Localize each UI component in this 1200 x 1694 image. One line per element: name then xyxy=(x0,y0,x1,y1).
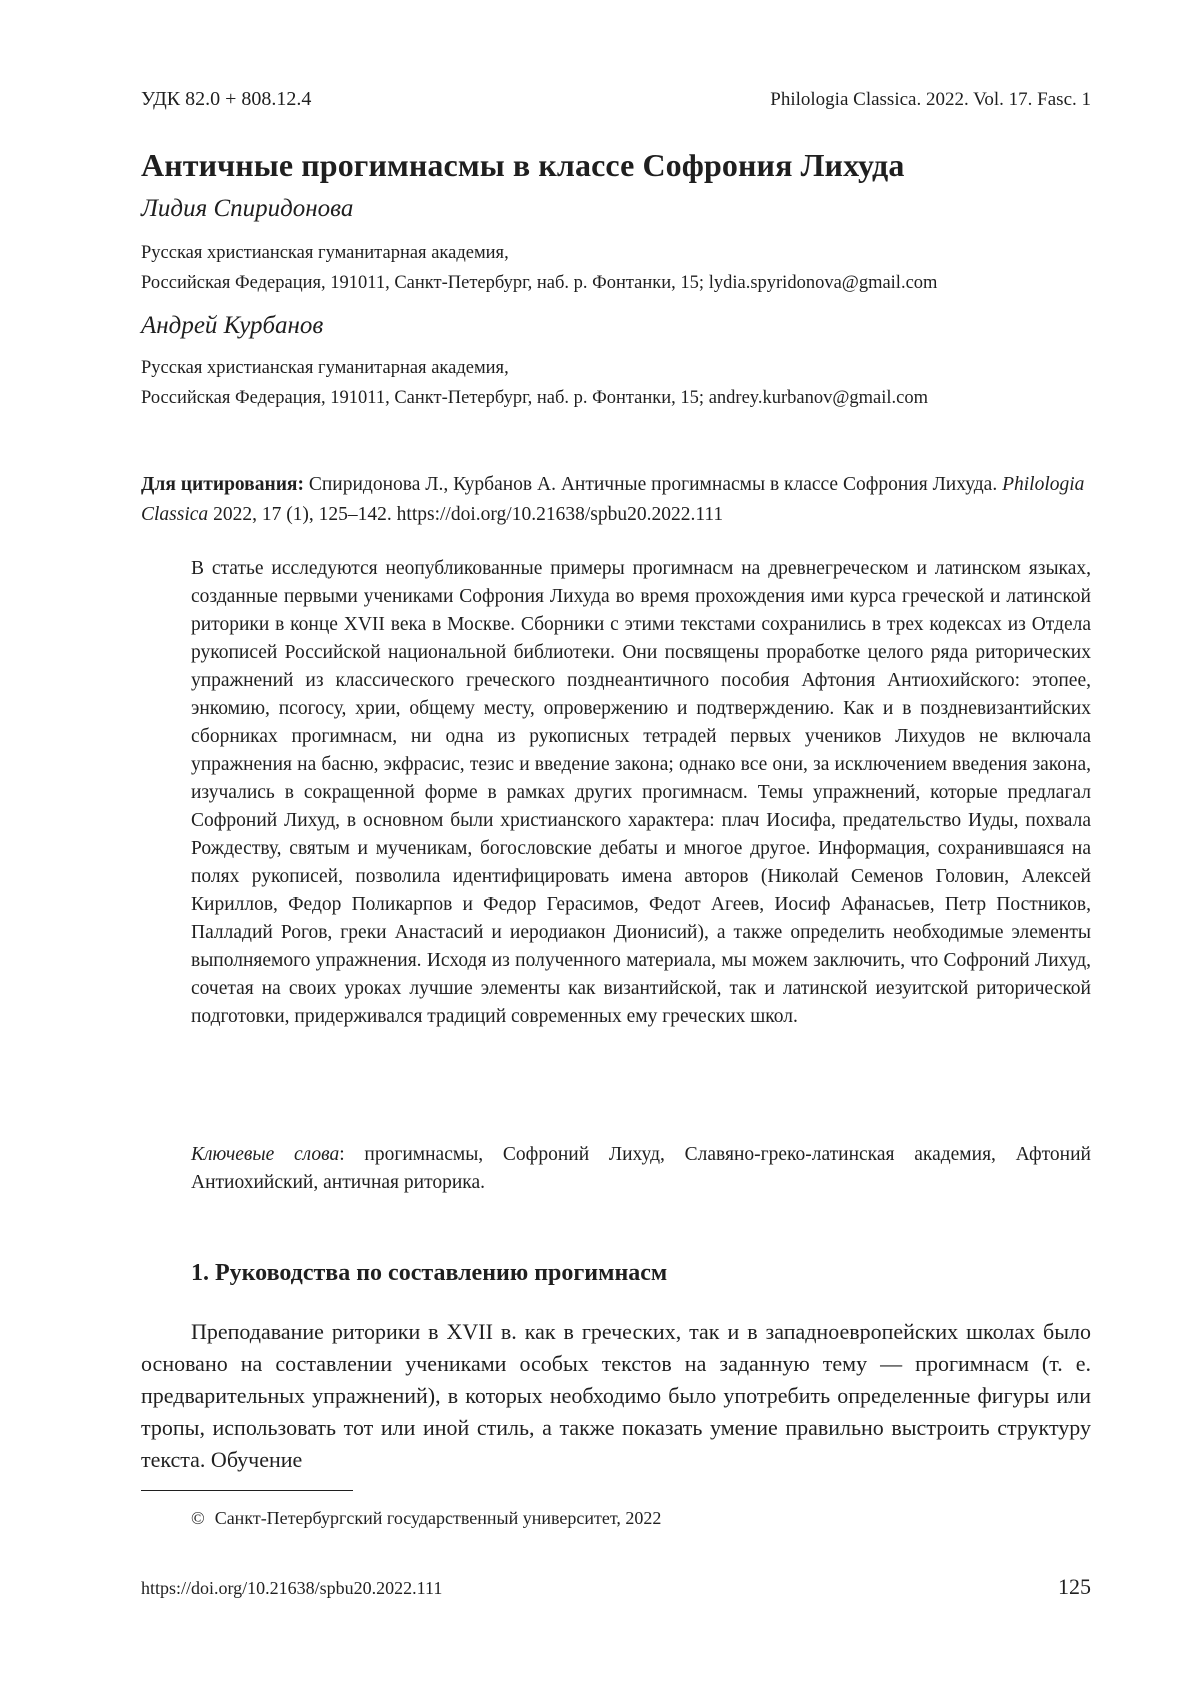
keywords-label: Ключевые слова xyxy=(191,1144,340,1165)
udc-code: УДК 82.0 + 808.12.4 xyxy=(141,88,312,110)
abstract: В статье исследуются неопубликованные примеры прогимнасм на древнегреческом и латинском языках, созданные первыми учениками Софрония Лихуда во время прохождения ими курса греческой и латинской риторики в конце XVII века в Москве. Сборники с этими текстами сохранились в трех кодексах из Отдела рукописей Российской национальной библиотеки. Они посвящены проработке целого ряда риторических упражнений из классического греческого позднеантичного пособия Афтония Антиохийского: этопее, энкомию, псогосу, хрии, общему месту, опровержению и подтверждению. Как и в поздневизантийских сборниках прогимнасм, ни одна из рукописных тетрадей первых учеников Лихудов не включала упражнения на басню, экфрасис, тезис и введение закона; однако все они, за исключением введения закона, изучались в сокращенной форме в рамках других прогимнасм. Темы упражнений, которые предлагал Софроний Лихуд, в основном были христианского характера: плач Иосифа, предательство Иуды, похвала Рождеству, святым и мученикам, богословские дебаты и многое другое. Информация, сохранившаяся на полях рукописей, позволила идентифицировать имена авторов (Николай Семенов Головин, Алексей Кириллов, Федор Поликарпов и Федор Герасимов, Федот Агеев, Иосиф Афанасьев, Петр Постников, Палладий Рогов, греки Анастасий и иеродиакон Дионисий), а также определить необходимые элементы выполняемого упражнения. Исходя из полученного материала, мы можем заключить, что Софроний Лихуд, сочетая на своих уроках лучшие элементы как византийской, так и латинской иезуитской риторической подготовки, придерживался традиций современных ему греческих школ. xyxy=(191,558,1091,1027)
citation-details: 2022, 17 (1), 125–142. https://doi.org/10.21638/spbu20.2022.111 xyxy=(208,504,724,525)
article-page xyxy=(141,0,1091,1694)
running-header xyxy=(141,88,1091,111)
copyright-text: Санкт-Петербургский государственный университет, 2022 xyxy=(214,1508,662,1528)
affiliation-line: Русская христианская гуманитарная академия, xyxy=(141,358,509,378)
author-affiliation-1 xyxy=(141,238,937,298)
citation-journal: Philologia Classica xyxy=(141,474,1085,525)
doi-link[interactable]: https://doi.org/10.21638/spbu20.2022.111 xyxy=(141,1578,443,1598)
citation-text: Спиридонова Л., Курбанов А. Античные прогимнасмы в классе Софрония Лихуда. xyxy=(303,474,1003,495)
copyright-icon: © xyxy=(191,1508,205,1528)
affiliation-line: Русская христианская гуманитарная академия, xyxy=(141,243,509,263)
section-heading: 1. Руководства по составлению прогимнасм xyxy=(191,1260,668,1286)
footnote-divider xyxy=(141,1490,353,1491)
keywords-text: : прогимнасмы, Софроний Лихуд, Славяно-греко-латинская академия, Афтоний Антиохийский, античная риторика. xyxy=(191,1144,1091,1193)
author-name-2: Андрей Курбанов xyxy=(141,312,324,339)
keywords xyxy=(191,1141,1091,1197)
journal-reference: Philologia Classica. 2022. Vol. 17. Fasc. 1 xyxy=(770,89,1091,110)
article-title: Античные прогимнасмы в классе Софрония Лихуда xyxy=(141,147,905,183)
affiliation-address: Российская Федерация, 191011, Санкт-Петербург, наб. р. Фонтанки, 15; lydia.spyridonova@gmail.com xyxy=(141,273,938,293)
author-affiliation-2 xyxy=(141,353,928,413)
page-number: 125 xyxy=(1058,1574,1091,1599)
body-paragraph: Преподавание риторики в XVII в. как в греческих, так и в западноевропейских школах было основано на составлении учениками особых текстов на заданную тему — прогимнасм (т. е. предварительных упражнений), в которых необходимо было употребить определенные фигуры или тропы, использовать тот или иной стиль, а также показать умение правильно выстроить структуру текста. Обучение xyxy=(141,1319,1091,1472)
author-name-1: Лидия Спиридонова xyxy=(141,195,354,222)
citation-label: Для цитирования: xyxy=(141,474,304,495)
affiliation-address: Российская Федерация, 191011, Санкт-Петербург, наб. р. Фонтанки, 15; andrey.kurbanov@gmail.com xyxy=(141,388,928,408)
copyright-note xyxy=(191,1508,661,1529)
citation-block xyxy=(141,470,1091,530)
page-footer xyxy=(141,1574,1091,1600)
